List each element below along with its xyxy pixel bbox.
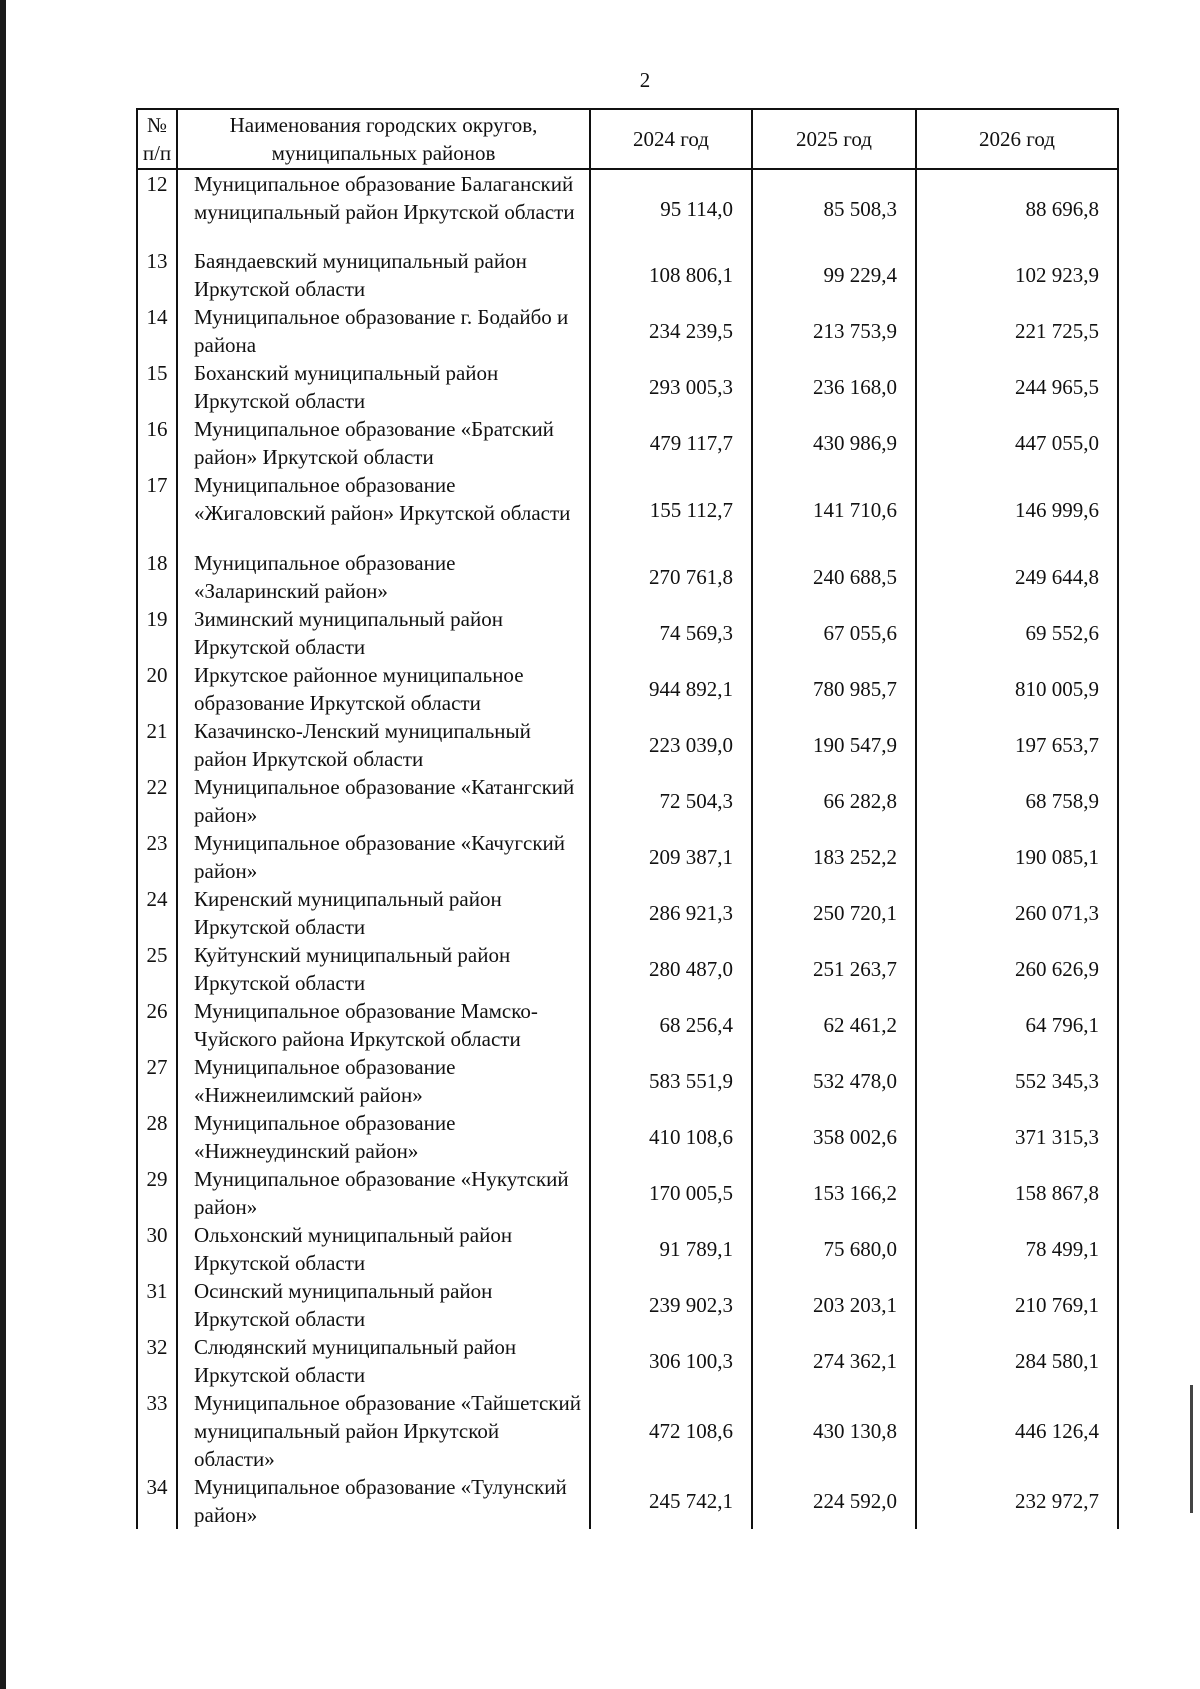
value-2026: 260 071,3 — [916, 885, 1118, 941]
row-number: 20 — [137, 661, 177, 717]
value-2026: 260 626,9 — [916, 941, 1118, 997]
row-number: 18 — [137, 549, 177, 605]
row-name: Киренский муниципальный район Иркутской области — [177, 885, 590, 941]
value-2025: 141 710,6 — [752, 471, 916, 549]
value-2026: 190 085,1 — [916, 829, 1118, 885]
row-number: 21 — [137, 717, 177, 773]
row-name: Ольхонский муниципальный район Иркутской области — [177, 1221, 590, 1277]
row-name: Муниципальное образование г. Бодайбо и района — [177, 303, 590, 359]
table-row — [137, 773, 1118, 829]
value-2025: 251 263,7 — [752, 941, 916, 997]
row-number: 22 — [137, 773, 177, 829]
table-row — [137, 717, 1118, 773]
table-row — [137, 1109, 1118, 1165]
row-number: 15 — [137, 359, 177, 415]
row-name: Муниципальное образование «Тайшетский муниципальный район Иркутской области» — [177, 1389, 590, 1473]
table-row — [137, 661, 1118, 717]
row-number: 16 — [137, 415, 177, 471]
value-2025: 62 461,2 — [752, 997, 916, 1053]
value-2024: 68 256,4 — [590, 997, 752, 1053]
value-2026: 810 005,9 — [916, 661, 1118, 717]
row-number: 31 — [137, 1277, 177, 1333]
table-row — [137, 829, 1118, 885]
value-2024: 944 892,1 — [590, 661, 752, 717]
value-2025: 66 282,8 — [752, 773, 916, 829]
value-2025: 240 688,5 — [752, 549, 916, 605]
value-2024: 72 504,3 — [590, 773, 752, 829]
value-2024: 280 487,0 — [590, 941, 752, 997]
table-row — [137, 359, 1118, 415]
value-2024: 270 761,8 — [590, 549, 752, 605]
table-row — [137, 303, 1118, 359]
row-name: Баяндаевский муниципальный район Иркутской области — [177, 247, 590, 303]
row-number: 29 — [137, 1165, 177, 1221]
table-row — [137, 1277, 1118, 1333]
table-row — [137, 941, 1118, 997]
value-2026: 244 965,5 — [916, 359, 1118, 415]
value-2024: 293 005,3 — [590, 359, 752, 415]
value-2026: 68 758,9 — [916, 773, 1118, 829]
value-2024: 209 387,1 — [590, 829, 752, 885]
row-number: 28 — [137, 1109, 177, 1165]
scan-edge-right — [1190, 1385, 1193, 1513]
row-name: Осинский муниципальный район Иркутской области — [177, 1277, 590, 1333]
value-2024: 95 114,0 — [590, 169, 752, 247]
row-name: Муниципальное образование «Нукутский район» — [177, 1165, 590, 1221]
value-2025: 274 362,1 — [752, 1333, 916, 1389]
value-2025: 203 203,1 — [752, 1277, 916, 1333]
value-2025: 358 002,6 — [752, 1109, 916, 1165]
value-2024: 91 789,1 — [590, 1221, 752, 1277]
header-num: № п/п — [137, 109, 177, 169]
row-number: 27 — [137, 1053, 177, 1109]
value-2024: 472 108,6 — [590, 1389, 752, 1473]
row-name: Зиминский муниципальный район Иркутской области — [177, 605, 590, 661]
header-2024: 2024 год — [590, 109, 752, 169]
value-2024: 286 921,3 — [590, 885, 752, 941]
row-number: 23 — [137, 829, 177, 885]
row-name: Муниципальное образование «Качугский район» — [177, 829, 590, 885]
value-2026: 221 725,5 — [916, 303, 1118, 359]
value-2025: 532 478,0 — [752, 1053, 916, 1109]
value-2024: 223 039,0 — [590, 717, 752, 773]
value-2026: 371 315,3 — [916, 1109, 1118, 1165]
value-2025: 183 252,2 — [752, 829, 916, 885]
value-2025: 67 055,6 — [752, 605, 916, 661]
table-row — [137, 549, 1118, 605]
value-2025: 430 130,8 — [752, 1389, 916, 1473]
row-number: 25 — [137, 941, 177, 997]
row-number: 12 — [137, 169, 177, 247]
value-2025: 236 168,0 — [752, 359, 916, 415]
row-number: 14 — [137, 303, 177, 359]
table-row — [137, 415, 1118, 471]
table-row — [137, 471, 1118, 549]
value-2025: 190 547,9 — [752, 717, 916, 773]
value-2026: 249 644,8 — [916, 549, 1118, 605]
value-2024: 74 569,3 — [590, 605, 752, 661]
row-number: 33 — [137, 1389, 177, 1473]
value-2026: 88 696,8 — [916, 169, 1118, 247]
value-2026: 447 055,0 — [916, 415, 1118, 471]
value-2026: 552 345,3 — [916, 1053, 1118, 1109]
row-number: 26 — [137, 997, 177, 1053]
header-name: Наименования городских округов, муниципальных районов — [177, 109, 590, 169]
value-2024: 170 005,5 — [590, 1165, 752, 1221]
value-2026: 102 923,9 — [916, 247, 1118, 303]
row-name: Иркутское районное муниципальное образование Иркутской области — [177, 661, 590, 717]
value-2025: 75 680,0 — [752, 1221, 916, 1277]
table-row — [137, 1473, 1118, 1529]
value-2026: 446 126,4 — [916, 1389, 1118, 1473]
table-row — [137, 247, 1118, 303]
table-row — [137, 1165, 1118, 1221]
value-2026: 197 653,7 — [916, 717, 1118, 773]
value-2026: 78 499,1 — [916, 1221, 1118, 1277]
row-name: Куйтунский муниципальный район Иркутской области — [177, 941, 590, 997]
value-2024: 155 112,7 — [590, 471, 752, 549]
row-name: Боханский муниципальный район Иркутской области — [177, 359, 590, 415]
table-row — [137, 1389, 1118, 1473]
table-row — [137, 1221, 1118, 1277]
table-row — [137, 1053, 1118, 1109]
row-name: Казачинско-Ленский муниципальный район Иркутской области — [177, 717, 590, 773]
row-name: Слюдянский муниципальный район Иркутской области — [177, 1333, 590, 1389]
row-number: 30 — [137, 1221, 177, 1277]
header-2026: 2026 год — [916, 109, 1118, 169]
row-name: Муниципальное образование «Нижнеилимский район» — [177, 1053, 590, 1109]
value-2024: 583 551,9 — [590, 1053, 752, 1109]
row-number: 32 — [137, 1333, 177, 1389]
value-2025: 99 229,4 — [752, 247, 916, 303]
value-2024: 245 742,1 — [590, 1473, 752, 1529]
row-name: Муниципальное образование «Тулунский район» — [177, 1473, 590, 1529]
scan-edge-left — [0, 0, 6, 1689]
row-number: 19 — [137, 605, 177, 661]
value-2025: 780 985,7 — [752, 661, 916, 717]
value-2026: 64 796,1 — [916, 997, 1118, 1053]
row-name: Муниципальное образование «Заларинский район» — [177, 549, 590, 605]
row-number: 24 — [137, 885, 177, 941]
value-2026: 146 999,6 — [916, 471, 1118, 549]
value-2024: 306 100,3 — [590, 1333, 752, 1389]
row-number: 34 — [137, 1473, 177, 1529]
value-2025: 430 986,9 — [752, 415, 916, 471]
value-2025: 224 592,0 — [752, 1473, 916, 1529]
row-name: Муниципальное образование «Нижнеудинский район» — [177, 1109, 590, 1165]
table-row — [137, 885, 1118, 941]
table-row — [137, 1333, 1118, 1389]
value-2025: 213 753,9 — [752, 303, 916, 359]
budget-table — [136, 108, 1119, 1529]
value-2026: 69 552,6 — [916, 605, 1118, 661]
row-name: Муниципальное образование Балаганский муниципальный район Иркутской области — [177, 169, 590, 247]
value-2026: 158 867,8 — [916, 1165, 1118, 1221]
value-2025: 153 166,2 — [752, 1165, 916, 1221]
value-2024: 108 806,1 — [590, 247, 752, 303]
value-2026: 232 972,7 — [916, 1473, 1118, 1529]
value-2026: 210 769,1 — [916, 1277, 1118, 1333]
value-2024: 239 902,3 — [590, 1277, 752, 1333]
table-row — [137, 997, 1118, 1053]
row-number: 13 — [137, 247, 177, 303]
row-number: 17 — [137, 471, 177, 549]
page-number: 2 — [639, 68, 651, 92]
table-header-row — [137, 109, 1118, 169]
value-2025: 250 720,1 — [752, 885, 916, 941]
header-2025: 2025 год — [752, 109, 916, 169]
value-2024: 410 108,6 — [590, 1109, 752, 1165]
value-2026: 284 580,1 — [916, 1333, 1118, 1389]
row-name: Муниципальное образование «Братский район» Иркутской области — [177, 415, 590, 471]
table-row — [137, 169, 1118, 247]
table-body — [137, 169, 1118, 1529]
value-2024: 479 117,7 — [590, 415, 752, 471]
row-name: Муниципальное образование «Жигаловский район» Иркутской области — [177, 471, 590, 549]
row-name: Муниципальное образование Мамско-Чуйского района Иркутской области — [177, 997, 590, 1053]
value-2024: 234 239,5 — [590, 303, 752, 359]
table-row — [137, 605, 1118, 661]
row-name: Муниципальное образование «Катангский район» — [177, 773, 590, 829]
value-2025: 85 508,3 — [752, 169, 916, 247]
